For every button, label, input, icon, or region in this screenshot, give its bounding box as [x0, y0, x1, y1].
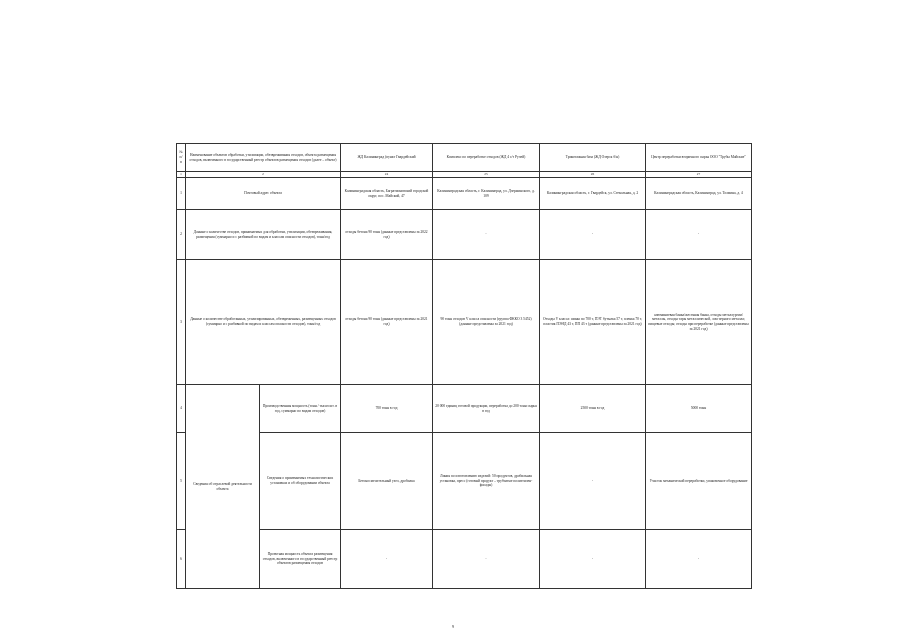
- row-value-cell: -: [433, 530, 540, 589]
- row-number-cell: 6: [177, 530, 186, 589]
- row-number-cell: 3: [177, 260, 186, 385]
- header-name-cell: Наименование объектов обработки, утилизации, обезвреживания отходов, объекта размещения отходов, включенного в государственный реестр объектов размещения отходов (далее – объект): [186, 144, 341, 172]
- header-col-25-cell: Комплекс по переработке отходов (ЖД 4 с/т Ручей): [433, 144, 540, 172]
- waste-facilities-register-table: [176, 143, 752, 589]
- row-value-cell: Участок механической переработки, упаковочное оборудование: [646, 433, 752, 530]
- header-col-24-cell: ЖД Калининград (пункт Гвардейский: [341, 144, 433, 172]
- row-value-cell: 2500 тонн в год: [540, 385, 646, 433]
- header-col-26-cell: Трикотажная база (ЖД Озерск б/н): [540, 144, 646, 172]
- column-number-cell: 27: [646, 172, 752, 178]
- row-value-cell: -: [540, 433, 646, 530]
- header-col-27-cell: Центр переработки вторичного сырья ООО "Трубы Майские": [646, 144, 752, 172]
- row-value-cell: 5000 тонн: [646, 385, 752, 433]
- row-value-cell: Отходы V класса: шины по 700 т, ПЭТ бутылка 57 т, пленка 70 т, пластик ПЭНД 43 т, ПП 43 т (данные представлены за 2021 год): [540, 260, 646, 385]
- row-label-cell: Почтовый адрес объекта: [186, 178, 341, 210]
- row-value-cell: -: [646, 210, 752, 260]
- row-value-cell: отходы бетона 90 тонн (данные представлены за 2022 год): [341, 210, 433, 260]
- row-value-cell: Калининградская область, г. Калининград, ул. Дзержинского, д. 109: [433, 178, 540, 210]
- row-value-cell: отходы бетона 90 тонн (данные представлены за 2021 год): [341, 260, 433, 385]
- column-number-cell: 26: [540, 172, 646, 178]
- row-number-cell: 1: [177, 178, 186, 210]
- row-value-cell: 90 тонн отходов V класса опасности (группа ФККО 3 5452) (данные представлены за 2021 год): [433, 260, 540, 385]
- row-sublabel-cell: Проектная мощность объекта размещения отходов, включенного в государственный реестр объектов размещения отходов: [260, 530, 341, 589]
- row-value-cell: алюминиевая банка/жестяная банка, отходы металлургии/металлы, отходы тары металлической, лом черного металла; пищевые отходы; отходы при переработке (данные представлены за 2021 год): [646, 260, 752, 385]
- table-row: [177, 178, 752, 210]
- row-value-cell: -: [540, 210, 646, 260]
- table-row: [177, 210, 752, 260]
- table-row: [177, 530, 752, 589]
- row-value-cell: Калининградская область, Калининград, ул. Толмина, д. 4: [646, 178, 752, 210]
- header-num-cell: № п/п: [177, 144, 186, 172]
- group-label-cell: Сведения об отраслевой деятельности объекта: [186, 385, 260, 589]
- row-label-cell: Данные о количестве отходов, принимаемых для обработки, утилизации, обезвреживания, размещения (суммарно и с разбивкой по видам и классам опасности отходов), тонн/год: [186, 210, 341, 260]
- row-label-cell: Данные о количестве обработанных, утилизированных, обезвреженных, размещенных отходов (суммарно и с разбивкой по видам и классам опасности отходов), тонн/год: [186, 260, 341, 385]
- row-value-cell: Линия по изготовлению изделий: 50 продуктов, дробильная установка, пресс (готовый продукт – трубчатые полиэтилен-фасады): [433, 433, 540, 530]
- row-value-cell: -: [540, 530, 646, 589]
- row-number-cell: 4: [177, 385, 186, 433]
- row-value-cell: 20 000 единиц готовой продукции, переработка до 200 тонн сырья в год: [433, 385, 540, 433]
- column-number-cell: 24: [341, 172, 433, 178]
- table-row: [177, 433, 752, 530]
- row-value-cell: 700 тонн в год: [341, 385, 433, 433]
- table-header-row: [177, 144, 752, 172]
- row-value-cell: -: [341, 530, 433, 589]
- row-sublabel-cell: Производственная мощность (тонн / тысяч шт. в год, суммарно по видам отходов): [260, 385, 341, 433]
- row-value-cell: Калининградская область, Багратионовский городской округ, пос. Майский, 47: [341, 178, 433, 210]
- row-value-cell: Бетоносмесительный узел, дробилка: [341, 433, 433, 530]
- row-value-cell: Калининградская область, г. Гвардейск, ул. Стекольная, д. 2: [540, 178, 646, 210]
- table-row: [177, 260, 752, 385]
- row-number-cell: 2: [177, 210, 186, 260]
- row-value-cell: -: [646, 530, 752, 589]
- row-value-cell: -: [433, 210, 540, 260]
- column-number-cell: 1: [177, 172, 186, 178]
- column-number-cell: 2: [186, 172, 341, 178]
- page-number: 9: [451, 624, 455, 629]
- column-number-cell: 25: [433, 172, 540, 178]
- row-sublabel-cell: Сведения о применяемых технологических установках и об оборудовании объекта: [260, 433, 341, 530]
- row-number-cell: 5: [177, 433, 186, 530]
- table-row: [177, 385, 752, 433]
